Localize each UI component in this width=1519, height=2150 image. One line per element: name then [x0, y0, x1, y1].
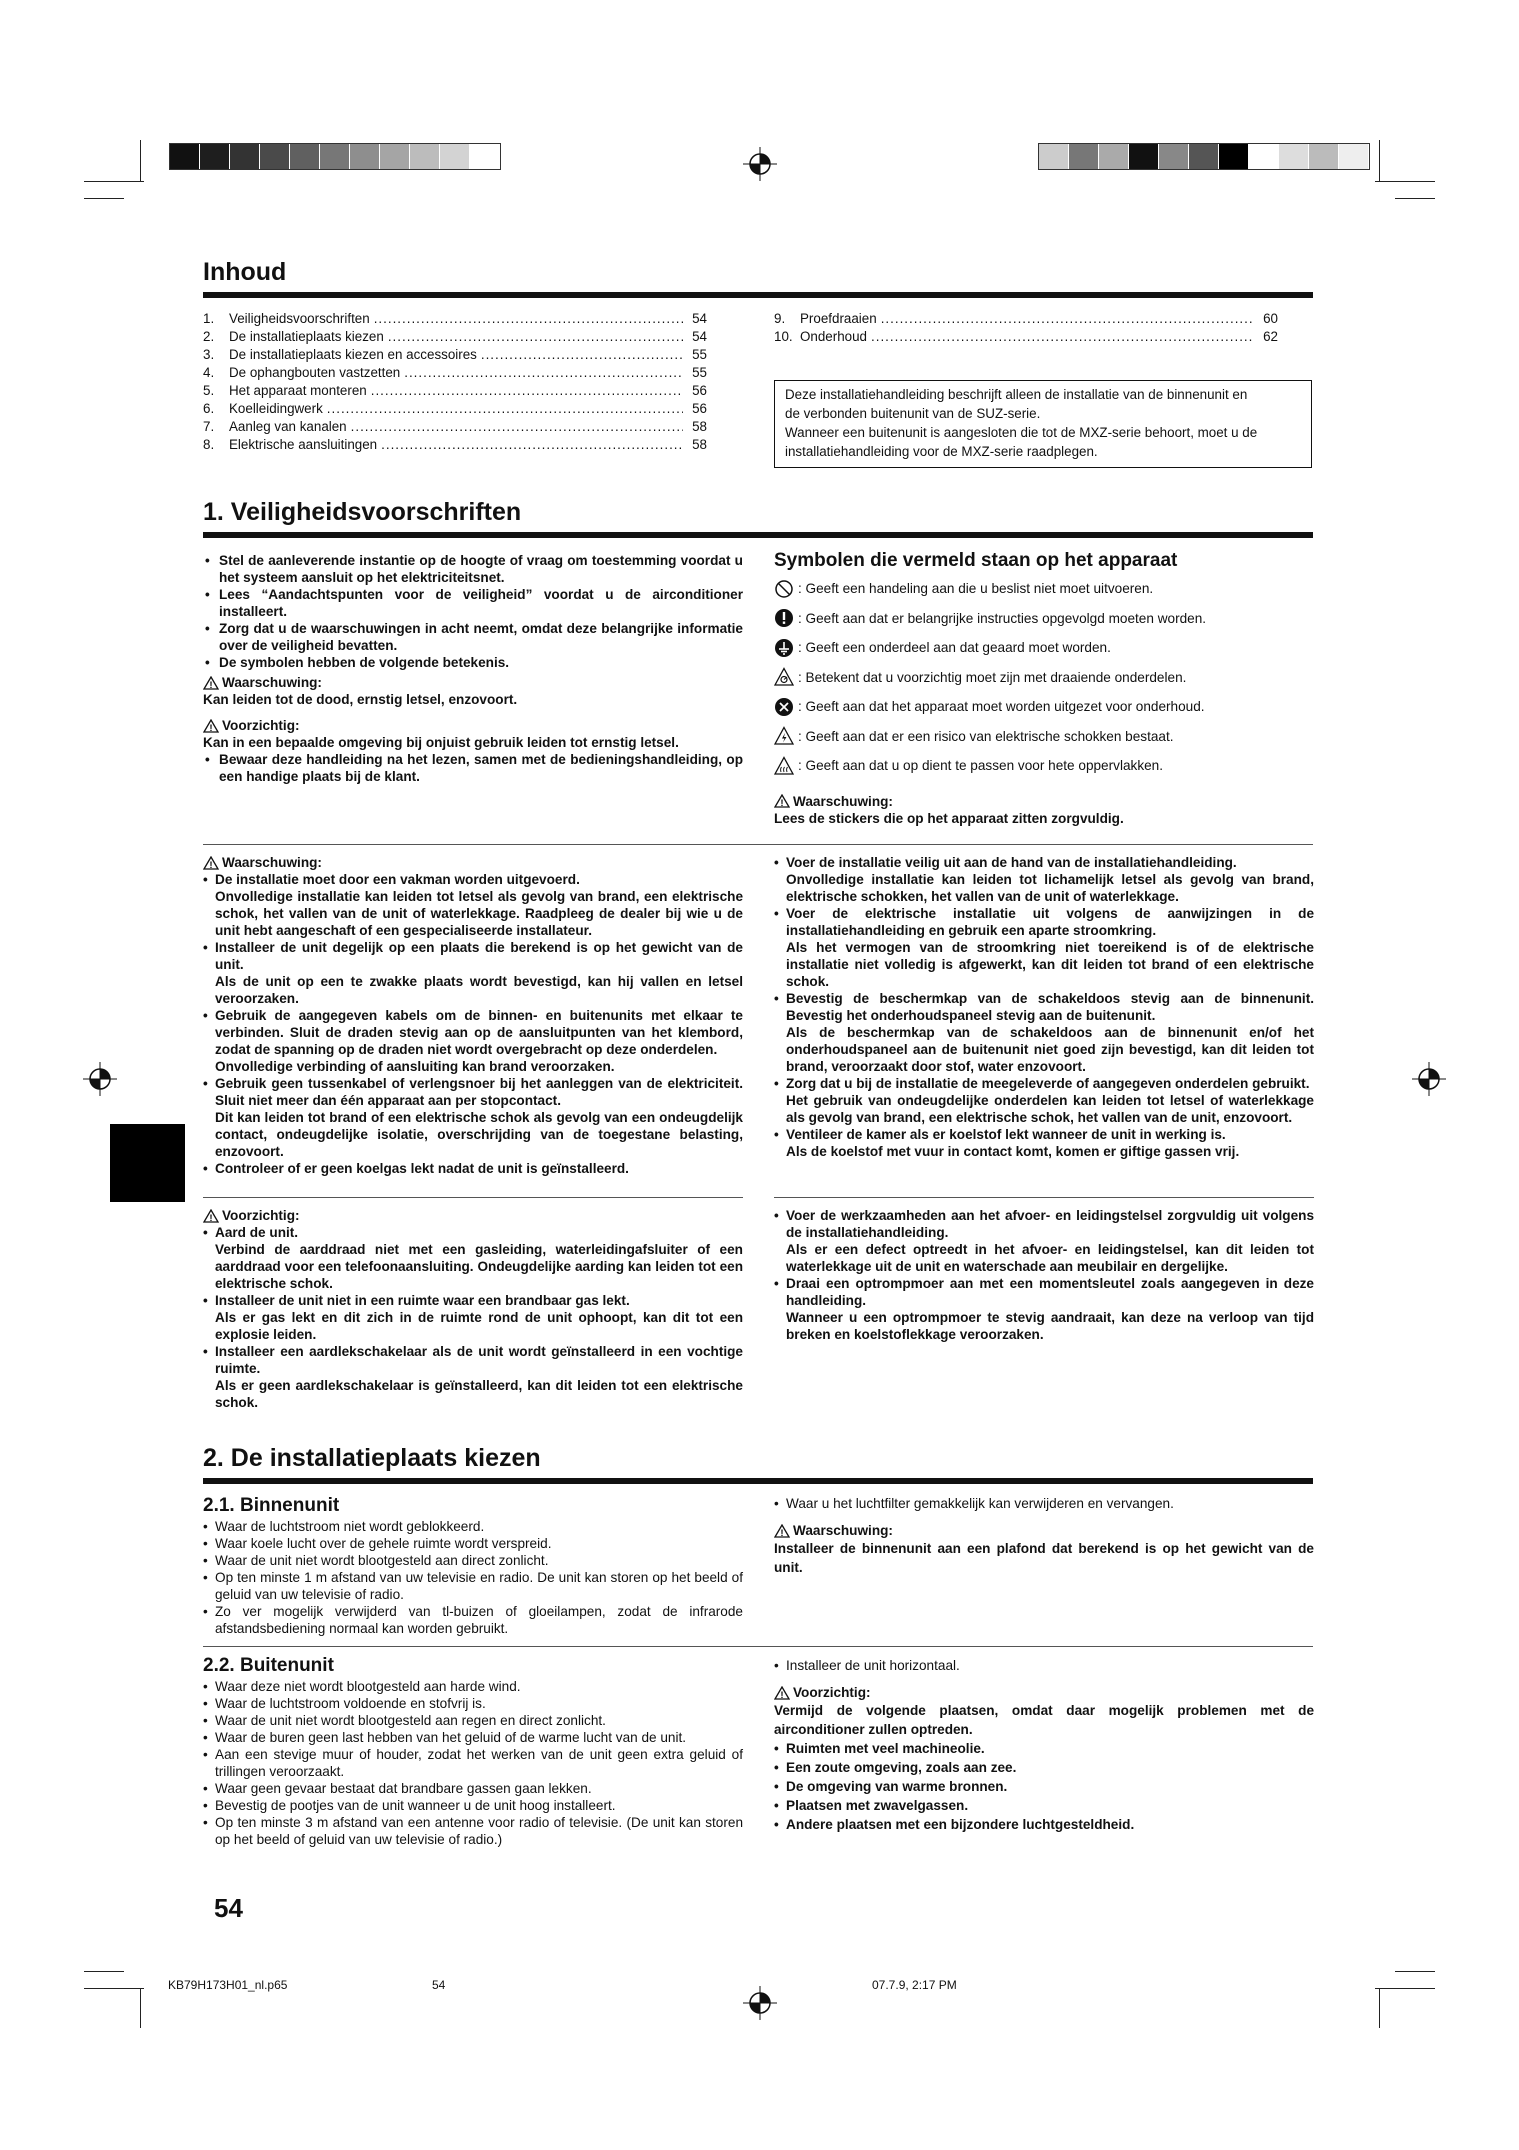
- ground-icon: [774, 638, 794, 658]
- calibration-swatch: [260, 144, 290, 169]
- prohibited-icon: [774, 579, 794, 599]
- list-item-detail: Onvolledige installatie kan leiden tot lichamelijk letsel als gevolg van brand, elektrische schokken, het vallen van de unit of waterlekkage.: [786, 872, 1314, 904]
- toc-left: [203, 310, 707, 454]
- list-item: [774, 854, 1314, 905]
- toc-leader: [374, 310, 683, 328]
- registration-mark-icon: [743, 147, 777, 181]
- calibration-swatch: [1039, 144, 1069, 169]
- toc-entry[interactable]: [774, 328, 1278, 346]
- caution-triangle-icon: [774, 1686, 790, 1700]
- list-item-detail: Als het vermogen van de stroomkring niet toereikend is of de elektrische installatie niet volledig is afgewerkt, kan dit leiden tot brand of een elektrische schok.: [786, 940, 1314, 989]
- section-1-title: 1. Veiligheidsvoorschriften: [203, 498, 522, 526]
- caution-text: Kan in een bepaalde omgeving bij onjuist gebruik leiden tot ernstig letsel.: [203, 735, 679, 750]
- toc-entry[interactable]: [774, 310, 1278, 328]
- symbols-panel: [774, 548, 1314, 827]
- warning-block-right: [774, 854, 1314, 1160]
- toc-number: 7.: [203, 419, 215, 434]
- list-item-heading: • Zorg dat u bij de installatie de meegeleverde of aangegeven onderdelen gebruikt.: [786, 1076, 1310, 1091]
- registration-mark-icon: [1412, 1062, 1446, 1096]
- warning-label: Waarschuwing:: [793, 1523, 893, 1538]
- toc-number: 1.: [203, 311, 215, 326]
- toc-page: 54: [692, 329, 707, 344]
- section-1-rule: [203, 532, 1313, 538]
- svg-text:!: !: [209, 859, 213, 870]
- toc-leader: [388, 328, 683, 346]
- list-item: [774, 1075, 1314, 1126]
- toc-label: Proefdraaien: [800, 311, 877, 326]
- language-tab-marker: [110, 1124, 185, 1202]
- calibration-swatch: [1219, 144, 1249, 169]
- mandatory-icon: [774, 608, 794, 628]
- symbol-row: [774, 604, 1314, 634]
- list-item-heading: • Gebruik geen tussenkabel of verlengsnoer bij het aanleggen van de elektriciteit. Sluit niet meer dan één apparaat aan per stopcontact.: [215, 1076, 743, 1108]
- toc-number: 8.: [203, 437, 215, 452]
- svg-text:!: !: [780, 1689, 784, 1700]
- caution-label: Voorzichtig:: [222, 718, 300, 733]
- title-rule: [203, 292, 1313, 298]
- list-item-heading: • De installatie moet door een vakman worden uitgevoerd.: [215, 872, 580, 887]
- list-item: [774, 1275, 1314, 1343]
- toc-page: 58: [692, 419, 707, 434]
- calibration-swatch: [1189, 144, 1219, 169]
- list-item: [203, 871, 743, 939]
- list-item-heading: • Bevestig de beschermkap van de schakeldoos stevig aan de binnenunit. Bevestig het onderhoudspaneel stevig aan de buitenunit.: [786, 991, 1314, 1023]
- list-item: • Bewaar deze handleiding na het lezen, samen met de bedieningshandleiding, op een handige plaats bij de klant.: [203, 751, 743, 785]
- subsection-title: 2.2. Buitenunit: [203, 1655, 334, 1676]
- toc-entry[interactable]: [203, 346, 707, 364]
- toc-number: 5.: [203, 383, 215, 398]
- symbol-text: : Geeft aan dat het apparaat moet worden uitgezet voor onderhoud.: [798, 699, 1205, 715]
- toc-number: 2.: [203, 329, 215, 344]
- indoor-unit-right: [774, 1495, 1314, 1577]
- symbols-title: Symbolen die vermeld staan op het apparaat: [774, 550, 1178, 571]
- calibration-swatch: [1069, 144, 1099, 169]
- symbol-text: : Geeft een handeling aan die u beslist niet moet uitvoeren.: [798, 581, 1154, 597]
- caution-block-right: [774, 1207, 1314, 1343]
- hot-surface-icon: [774, 756, 794, 776]
- calibration-swatch: [1099, 144, 1129, 169]
- list-item: • Stel de aanleverende instantie op de hoogte of vraag om toestemming voordat u het systeem aansluit op het elektriciteitsnet.: [203, 552, 743, 586]
- svg-text:!: !: [209, 722, 213, 733]
- caution-triangle-icon: [203, 719, 219, 733]
- warning-block-left: [203, 854, 743, 1177]
- list-item-detail: Als de unit op een te zwakke plaats wordt bevestigd, kan hij vallen en letsel veroorzaken.: [215, 974, 743, 1006]
- toc-leader: [381, 436, 683, 454]
- list-item: [774, 905, 1314, 990]
- list-item-heading: • Installeer de unit degelijk op een plaats die berekend is op het gewicht van de unit.: [215, 940, 743, 972]
- list-item-heading: • Voer de installatie veilig uit aan de hand van de installatiehandleiding.: [786, 855, 1237, 870]
- list-item: • Op ten minste 3 m afstand van een antenne voor radio of televisie. (De unit kan storen op het beeld of geluid van uw televisie of radio.): [203, 1814, 743, 1848]
- list-item: • Zo ver mogelijk verwijderd van tl-buizen of gloeilampen, zodat de infrarode afstandsbediening normaal kan worden gebruikt.: [203, 1603, 743, 1637]
- symbol-text: : Geeft aan dat er een risico van elektrische schokken bestaat.: [798, 728, 1174, 744]
- print-timestamp: 07.7.9, 2:17 PM: [872, 1978, 957, 1992]
- list-item: • Waar u het luchtfilter gemakkelijk kan verwijderen en vervangen.: [774, 1495, 1314, 1512]
- section-2-rule: [203, 1478, 1313, 1484]
- calibration-swatch: [1309, 144, 1339, 169]
- outdoor-unit-right: [774, 1657, 1314, 1834]
- toc-page: 62: [1263, 329, 1278, 344]
- calibration-swatch: [380, 144, 410, 169]
- list-item: [774, 1207, 1314, 1275]
- symbol-row: [774, 751, 1314, 781]
- list-item-heading: • Draai een optrompmoer aan met een momentsleutel zoals aangegeven in deze handleiding.: [786, 1276, 1314, 1308]
- series-note-box: [774, 380, 1312, 468]
- safety-intro: [203, 552, 743, 785]
- subsection-title: 2.1. Binnenunit: [203, 1495, 340, 1516]
- toc-entry[interactable]: [203, 328, 707, 346]
- list-item: • Plaatsen met zwavelgassen.: [774, 1796, 1314, 1815]
- toc-entry[interactable]: [203, 418, 707, 436]
- electric-shock-icon: [774, 726, 794, 746]
- list-item: • Waar koele lucht over de gehele ruimte wordt verspreid.: [203, 1535, 743, 1552]
- warning-triangle-icon: [774, 1524, 790, 1538]
- symbol-text: : Geeft een onderdeel aan dat geaard moet worden.: [798, 640, 1111, 656]
- toc-entry[interactable]: [203, 400, 707, 418]
- toc-leader: [881, 310, 1254, 328]
- list-item: • Waar de luchtstroom voldoende en stofvrij is.: [203, 1695, 743, 1712]
- warning-triangle-icon: [203, 856, 219, 870]
- series-note-line: de verbonden buitenunit van de SUZ-serie.: [785, 406, 1041, 421]
- toc-number: 9.: [774, 311, 786, 326]
- toc-label: Elektrische aansluitingen: [229, 437, 378, 452]
- list-item-detail: Als er gas lekt en dit zich in de ruimte rond de unit ophoopt, kan dit tot een explosie leiden.: [215, 1310, 743, 1342]
- list-item: • Op ten minste 1 m afstand van uw televisie en radio. De unit kan storen op het beeld of geluid van uw televisie of radio.: [203, 1569, 743, 1603]
- list-item: • Een zoute omgeving, zoals aan zee.: [774, 1758, 1314, 1777]
- calibration-swatch: [350, 144, 380, 169]
- toc-entry[interactable]: [203, 310, 707, 328]
- series-note-line: installatiehandleiding voor de MXZ-serie raadplegen.: [785, 444, 1098, 459]
- calibration-swatch: [290, 144, 320, 169]
- list-item: • Bevestig de pootjes van de unit wanneer u de unit hoog installeert.: [203, 1797, 743, 1814]
- toc-label: De installatieplaats kiezen: [229, 329, 384, 344]
- calibration-swatch: [230, 144, 260, 169]
- svg-text:!: !: [209, 679, 213, 690]
- list-item-detail: Als de koelstof met vuur in contact komt, komen er giftige gassen vrij.: [786, 1144, 1240, 1159]
- list-item: • Ruimten met veel machineolie.: [774, 1739, 1314, 1758]
- toc-page: 54: [692, 311, 707, 326]
- toc-label: Veiligheidsvoorschriften: [229, 311, 370, 326]
- caution-label: Voorzichtig:: [222, 1208, 300, 1223]
- toc-page: 55: [692, 347, 707, 362]
- list-item: [203, 1160, 743, 1177]
- symbol-text: : Geeft aan dat u op dient te passen voor hete oppervlakken.: [798, 758, 1164, 774]
- warning-triangle-icon: [774, 794, 790, 808]
- calibration-swatch: [470, 144, 500, 169]
- caution-label: Voorzichtig:: [793, 1685, 871, 1700]
- series-note-line: Deze installatiehandleiding beschrijft alleen de installatie van de binnenunit en: [785, 387, 1248, 402]
- list-item: • Andere plaatsen met een bijzondere luchtgesteldheid.: [774, 1815, 1314, 1834]
- series-note-line: Wanneer een buitenunit is aangesloten die tot de MXZ-serie behoort, moet u de: [785, 425, 1258, 440]
- symbol-row: [774, 633, 1314, 663]
- list-item: [203, 1224, 743, 1292]
- list-item: • Installeer de unit horizontaal.: [774, 1657, 1314, 1674]
- symbol-row: [774, 663, 1314, 693]
- list-item: • Waar de luchtstroom niet wordt geblokkeerd.: [203, 1518, 743, 1535]
- toc-label: Het apparaat monteren: [229, 383, 367, 398]
- calibration-swatch: [1249, 144, 1279, 169]
- list-item: [203, 1292, 743, 1343]
- color-calibration-bar-right: [1038, 143, 1370, 170]
- calibration-swatch: [1339, 144, 1369, 169]
- toc-leader: [481, 346, 683, 364]
- page-title: Inhoud: [203, 258, 287, 286]
- print-file-page: 54: [432, 1978, 446, 1992]
- toc-label: Aanleg van kanalen: [229, 419, 347, 434]
- toc-page: 56: [692, 383, 707, 398]
- toc-leader: [371, 382, 683, 400]
- divider: [774, 1197, 1314, 1198]
- svg-text:!: !: [209, 1212, 213, 1223]
- calibration-swatch: [440, 144, 470, 169]
- section-2-title: 2. De installatieplaats kiezen: [203, 1444, 541, 1472]
- list-item: [774, 990, 1314, 1075]
- list-item: [203, 1343, 743, 1411]
- warning-label: Waarschuwing:: [793, 793, 893, 809]
- color-calibration-bar-left: [169, 143, 501, 170]
- calibration-swatch: [170, 144, 200, 169]
- list-item-detail: Als er geen aardlekschakelaar is geïnstalleerd, kan dit leiden tot een elektrische schok.: [215, 1378, 743, 1410]
- toc-leader: [351, 418, 683, 436]
- list-item-heading: • Gebruik de aangegeven kabels om de binnen- en buitenunits met elkaar te verbinden. Sluit de draden stevig aan op de aansluitpunten van het klembord, zodat de spanning op de draden niet wordt overgebracht op deze onderdelen.: [215, 1008, 743, 1057]
- list-item: [774, 1126, 1314, 1160]
- toc-number: 6.: [203, 401, 215, 416]
- toc-number: 10.: [774, 329, 793, 344]
- symbol-row: [774, 692, 1314, 722]
- calibration-swatch: [1279, 144, 1309, 169]
- toc-page: 60: [1263, 311, 1278, 326]
- list-item-detail: Het gebruik van ondeugdelijke onderdelen kan leiden tot letsel of waterlekkage als gevolg van brand, een elektrische schok, het vallen van de unit, enzovoort.: [786, 1093, 1314, 1125]
- warning-text: Installeer de binnenunit aan een plafond dat berekend is op het gewicht van de unit.: [774, 1541, 1314, 1575]
- list-item-heading: • Voer de elektrische installatie uit volgens de aanwijzingen in de installatiehandleiding en gebruik een aparte stroomkring.: [786, 906, 1314, 938]
- symbol-row: [774, 722, 1314, 752]
- list-item: • Waar deze niet wordt blootgesteld aan harde wind.: [203, 1678, 743, 1695]
- svg-text:!: !: [780, 1527, 784, 1538]
- list-item: • Waar de unit niet wordt blootgesteld aan regen en direct zonlicht.: [203, 1712, 743, 1729]
- divider: [203, 1197, 743, 1198]
- toc-label: De installatieplaats kiezen en accessoires: [229, 347, 477, 362]
- divider: [203, 1646, 1313, 1647]
- warning-label: Waarschuwing:: [222, 675, 322, 690]
- list-item-heading: • Installeer een aardlekschakelaar als de unit wordt geïnstalleerd in een vochtige ruimte.: [215, 1344, 743, 1376]
- toc-label: Koelleidingwerk: [229, 401, 323, 416]
- list-item-detail: Onvolledige verbinding of aansluiting kan brand veroorzaken.: [215, 1059, 615, 1074]
- caution-text: Vermijd de volgende plaatsen, omdat daar mogelijk problemen met de airconditioner zullen optreden.: [774, 1703, 1314, 1737]
- warning-text: Kan leiden tot de dood, ernstig letsel, enzovoort.: [203, 692, 518, 707]
- toc-page: 55: [692, 365, 707, 380]
- toc-entry[interactable]: [203, 436, 707, 454]
- toc-label: De ophangbouten vastzetten: [229, 365, 401, 380]
- list-item-heading: • Controleer of er geen koelgas lekt nadat de unit is geïnstalleerd.: [215, 1161, 629, 1176]
- list-item-detail: Verbind de aarddraad niet met een gasleiding, waterleidingafsluiter of een aarddraad voor een telefoonaansluiting. Ondeugdelijke aarding kan leiden tot een elektrische schok.: [215, 1242, 743, 1291]
- symbol-text: : Geeft aan dat er belangrijke instructies opgevolgd moeten worden.: [798, 610, 1207, 626]
- registration-mark-icon: [743, 1986, 777, 2020]
- list-item: [203, 1007, 743, 1075]
- list-item-heading: • Aard de unit.: [215, 1225, 299, 1240]
- toc-leader: [404, 364, 683, 382]
- toc-number: 4.: [203, 365, 215, 380]
- list-item: • De symbolen hebben de volgende betekenis.: [203, 654, 743, 671]
- calibration-swatch: [410, 144, 440, 169]
- toc-page: 56: [692, 401, 707, 416]
- toc-entry[interactable]: [203, 364, 707, 382]
- warning-text: Lees de stickers die op het apparaat zitten zorgvuldig.: [774, 810, 1124, 826]
- list-item: • Lees “Aandachtspunten voor de veiligheid” voordat u de airconditioner installeert.: [203, 586, 743, 620]
- list-item: [203, 1075, 743, 1160]
- list-item: [203, 939, 743, 1007]
- list-item-detail: Onvolledige installatie kan leiden tot letsel als gevolg van brand, een elektrische schok, het vallen van de unit of waterlekkage. Raadpleeg de dealer bij wie u de unit hebt aangeschaft of een gespecialiseerde installateur.: [215, 889, 743, 938]
- power-off-icon: [774, 697, 794, 717]
- caution-triangle-icon: [203, 1209, 219, 1223]
- list-item: • Waar de unit niet wordt blootgesteld aan direct zonlicht.: [203, 1552, 743, 1569]
- list-item: • Waar geen gevaar bestaat dat brandbare gassen gaan lekken.: [203, 1780, 743, 1797]
- list-item-heading: • Installeer de unit niet in een ruimte waar een brandbaar gas lekt.: [215, 1293, 630, 1308]
- list-item: • Zorg dat u de waarschuwingen in acht neemt, omdat deze belangrijke informatie over de veiligheid bevatten.: [203, 620, 743, 654]
- outdoor-unit-left: [203, 1654, 743, 1848]
- symbol-row: [774, 574, 1314, 604]
- toc-leader: [327, 400, 683, 418]
- caution-block-left: [203, 1207, 743, 1411]
- toc-number: 3.: [203, 347, 215, 362]
- print-file-name: KB79H173H01_nl.p65: [168, 1978, 288, 1992]
- warning-triangle-icon: [203, 676, 219, 690]
- toc-right: [774, 310, 1278, 346]
- list-item: • De omgeving van warme bronnen.: [774, 1777, 1314, 1796]
- page-number: 54: [214, 1893, 243, 1923]
- warning-label: Waarschuwing:: [222, 855, 322, 870]
- list-item-detail: Als de beschermkap van de schakeldoos aan de binnenunit en/of het onderhoudspaneel aan de buitenunit niet goed zijn bevestigd, kan dit leiden tot brand, veroorzaakt door stof, water enzovoort.: [786, 1025, 1314, 1074]
- symbol-text: : Betekent dat u voorzichtig moet zijn met draaiende onderdelen.: [798, 669, 1187, 685]
- toc-leader: [871, 328, 1254, 346]
- list-item-heading: • Voer de werkzaamheden aan het afvoer- en leidingstelsel zorgvuldig uit volgens de installatiehandleiding.: [786, 1208, 1314, 1240]
- indoor-unit-left: [203, 1494, 743, 1637]
- list-item-detail: Dit kan leiden tot brand of een elektrische schok als gevolg van een ondeugdelijk contact, ondeugdelijke isolatie, overschrijding van de toegestane belasting, enzovoort.: [215, 1110, 743, 1159]
- list-item-detail: Wanneer u een optrompmoer te stevig aandraait, kan deze na verloop van tijd breken en koelstoflekkage veroorzaken.: [786, 1310, 1314, 1342]
- toc-entry[interactable]: [203, 382, 707, 400]
- list-item: • Aan een stevige muur of houder, zodat het werken van de unit geen extra geluid of trillingen veroorzaakt.: [203, 1746, 743, 1780]
- calibration-swatch: [200, 144, 230, 169]
- toc-page: 58: [692, 437, 707, 452]
- list-item-heading: • Ventileer de kamer als er koelstof lekt wanneer de unit in werking is.: [786, 1127, 1226, 1142]
- list-item: • Waar de buren geen last hebben van het geluid of de warme lucht van de unit.: [203, 1729, 743, 1746]
- rotating-parts-icon: [774, 667, 794, 687]
- calibration-swatch: [320, 144, 350, 169]
- calibration-swatch: [1129, 144, 1159, 169]
- registration-mark-icon: [83, 1062, 117, 1096]
- calibration-swatch: [1159, 144, 1189, 169]
- toc-label: Onderhoud: [800, 329, 868, 344]
- svg-text:!: !: [780, 798, 784, 808]
- list-item-detail: Als er een defect optreedt in het afvoer- en leidingstelsel, kan dit leiden tot waterlekkage uit de unit en waterschade aan meubilair en dergelijke.: [786, 1242, 1314, 1274]
- divider: [203, 844, 1313, 845]
